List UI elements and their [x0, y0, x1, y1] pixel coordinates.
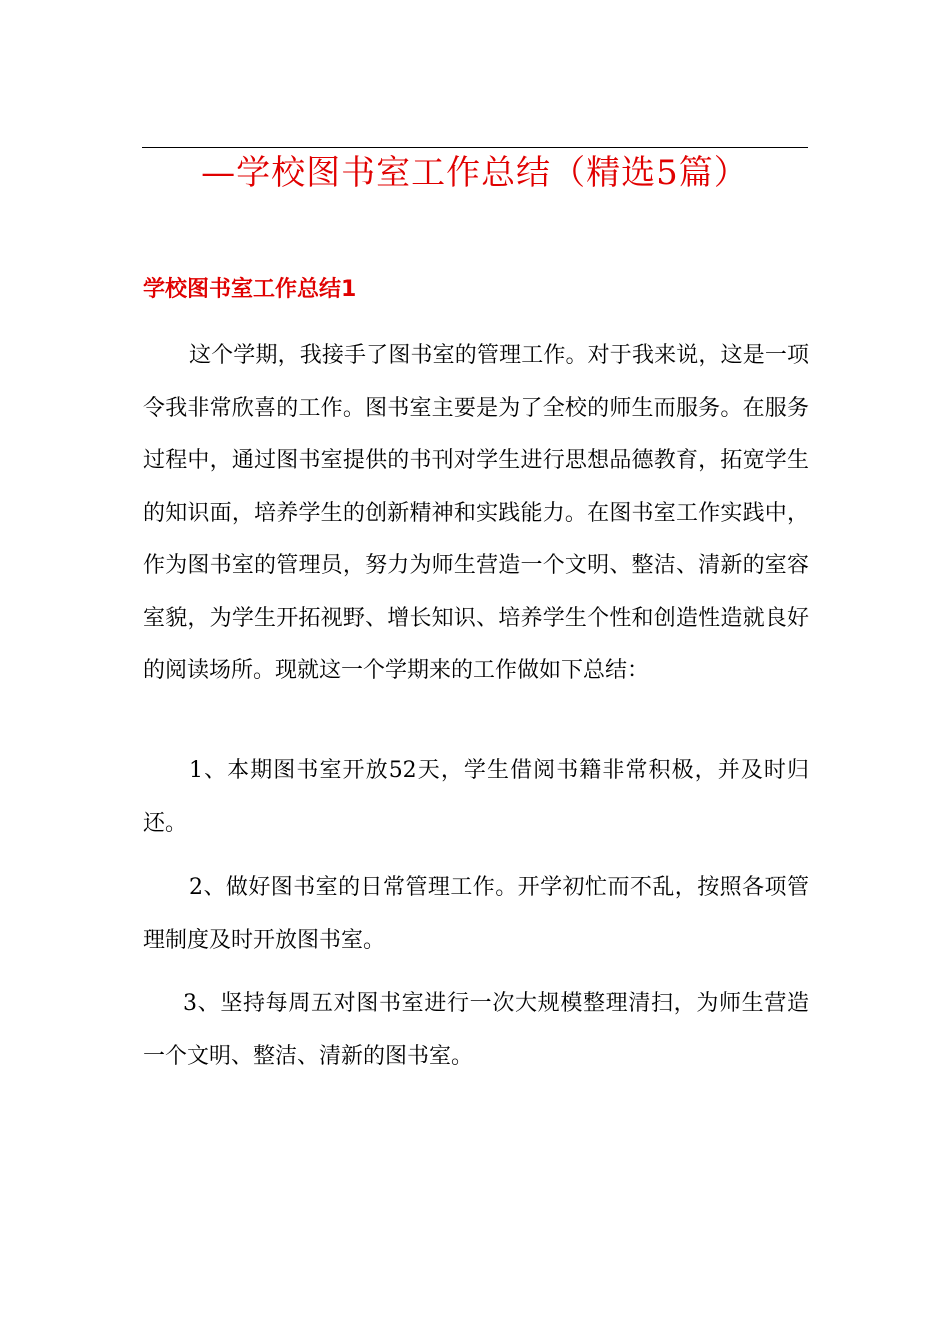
list-item-1: 1、本期图书室开放52天，学生借阅书籍非常积极，并及时归还。 [143, 758, 809, 836]
section-heading: 学校图书室工作总结1 [143, 277, 357, 302]
list-item-3: 3、坚持每周五对图书室进行一次大规模整理清扫，为师生营造一个文明、整洁、清新的图书室。 [143, 991, 809, 1069]
intro-paragraph: 这个学期，我接手了图书室的管理工作。对于我来说，这是一项令我非常欣喜的工作。图书室主要是为了全校的师生而服务。在服务过程中，通过图书室提供的书刊对学生进行思想品德教育，拓宽学生的知识面，培养学生的创新精神和实践能力。在图书室工作实践中，作为图书室的管理员，努力为师生营造一个文明、整洁、清新的室容室貌，为学生开拓视野、增长知识、培养学生个性和创造性造就良好的阅读场所。现就这一个学期来的工作做如下总结： [143, 343, 809, 683]
list-item-2: 2、做好图书室的日常管理工作。开学初忙而不乱，按照各项管理制度及时开放图书室。 [143, 875, 809, 953]
document-title: —学校图书室工作总结（精选5篇） [201, 153, 749, 193]
header-rule [142, 147, 808, 148]
